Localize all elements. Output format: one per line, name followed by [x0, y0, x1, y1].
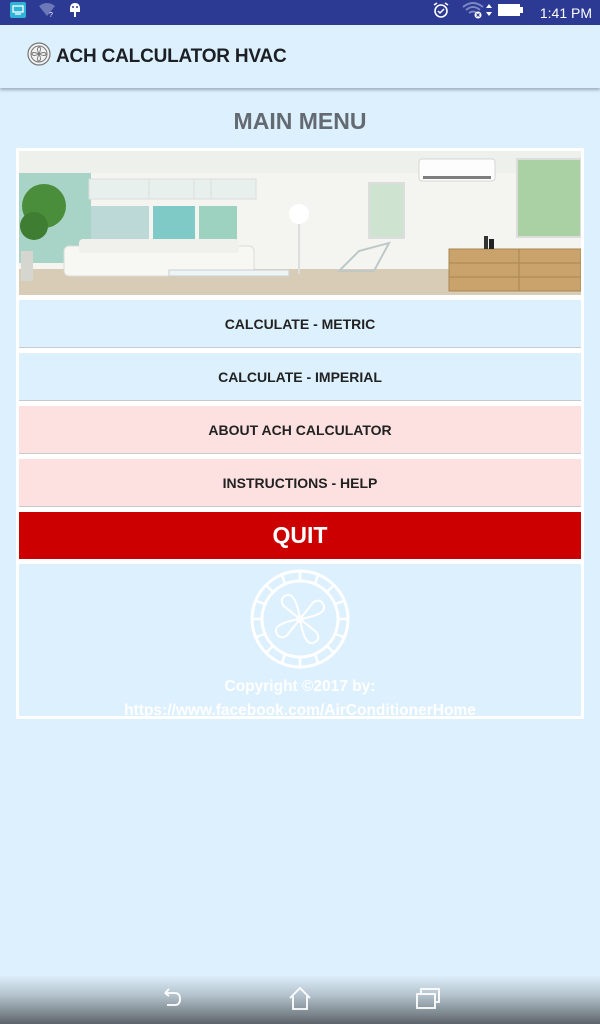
navigation-bar — [0, 976, 600, 1024]
home-icon — [287, 985, 313, 1016]
home-button[interactable] — [284, 984, 316, 1016]
back-button[interactable] — [156, 984, 188, 1016]
copyright-text: Copyright ©2017 by: — [224, 678, 376, 695]
app-bar — [0, 25, 600, 88]
recents-icon — [415, 986, 441, 1015]
clock: 1:41 PM — [539, 4, 592, 21]
fan-logo-icon — [27, 42, 51, 71]
app-title: ACH CALCULATOR HVAC — [56, 45, 287, 67]
footer — [19, 564, 581, 719]
data-arrows-icon — [486, 3, 492, 22]
wifi-no-internet-icon — [462, 1, 484, 24]
svg-text:?: ? — [49, 12, 53, 18]
fan-logo-icon — [249, 568, 351, 675]
alarm-icon — [432, 1, 450, 24]
calculate-metric-button[interactable]: CALCULATE - METRIC — [19, 300, 581, 348]
living-room-air-conditioner-image — [19, 151, 581, 295]
android-debug-icon — [68, 1, 82, 24]
main-menu-panel — [16, 148, 584, 719]
quit-button[interactable]: QUIT — [19, 512, 581, 559]
about-button[interactable]: ABOUT ACH CALCULATOR — [19, 406, 581, 454]
back-icon — [160, 986, 184, 1015]
screen-share-icon — [10, 2, 26, 23]
wifi-unknown-icon — [38, 2, 56, 23]
status-bar — [0, 0, 600, 25]
recents-button[interactable] — [412, 984, 444, 1016]
calculate-imperial-button[interactable]: CALCULATE - IMPERIAL — [19, 353, 581, 401]
page-title: MAIN MENU — [233, 108, 367, 134]
instructions-help-button[interactable]: INSTRUCTIONS - HELP — [19, 459, 581, 507]
battery-icon — [498, 3, 524, 22]
facebook-link[interactable]: https://www.facebook.com/AirConditionerHome — [124, 702, 476, 719]
